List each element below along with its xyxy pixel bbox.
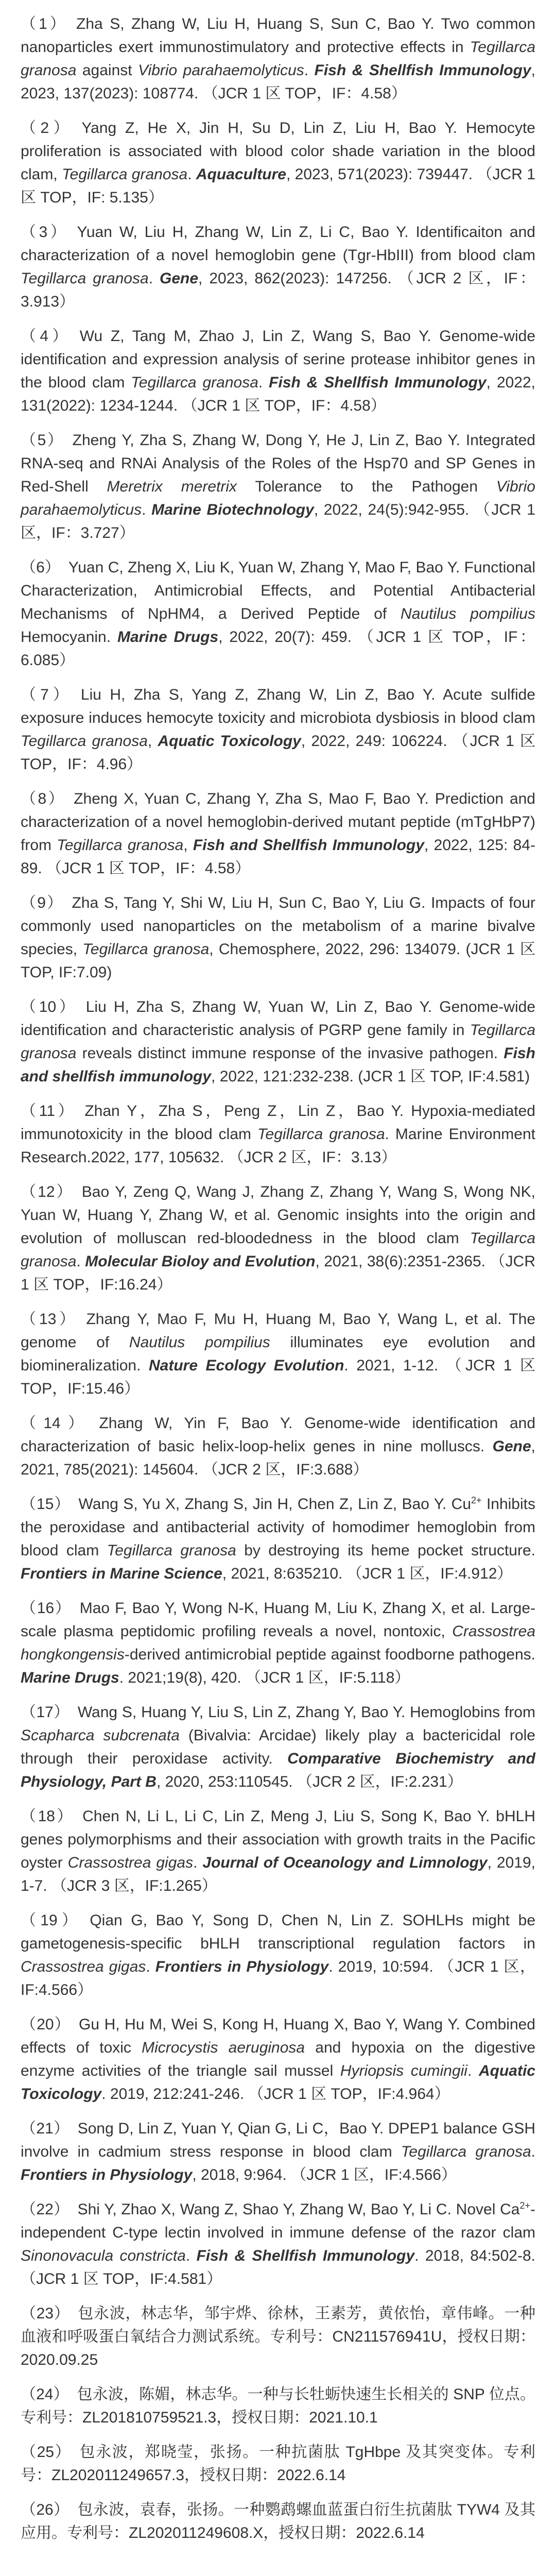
publication-list: [21, 12, 535, 2545]
publication-entry: [21, 2383, 535, 2429]
species-name: Tegillarca granosa: [21, 270, 149, 287]
entry-number: （21）: [21, 2120, 70, 2137]
species-name: Tegillarca granosa: [257, 1126, 385, 1143]
citation-text: .: [531, 2143, 535, 2160]
publication-entry: [21, 1308, 535, 1400]
citation-text: Yang Z, He X, Jin H, Su D, Lin Z, Liu H, Bao Y. Hemocyte proliferation is associated with blood color shade variation in the blood clam,: [21, 120, 535, 183]
entry-number: （10）: [21, 998, 78, 1015]
species-name: Tegillarca granosa: [62, 166, 188, 183]
publication-entry: [21, 2498, 535, 2545]
journal-name: Gene: [492, 1438, 531, 1455]
journal-name: Gene: [160, 270, 199, 287]
journal-name: Marine Biotechnology: [151, 501, 314, 518]
citation-text: .: [193, 1854, 203, 1871]
citation-text: . Marine Environment Research.2022, 177, 105632. （JCR 2 区，IF：3.13）: [21, 1126, 535, 1166]
entry-number: （8）: [21, 790, 66, 807]
publication-entry: [21, 2302, 535, 2371]
citation-text: Zheng X, Yuan C, Zhang Y, Zha S, Mao F, Bao Y. Prediction and characterization of a novel hemoglobin-derived mutant peptide (mTgHbP7) from: [21, 790, 535, 854]
citation-text: .: [187, 166, 196, 183]
journal-name: Fish and shellfish immunology: [21, 1045, 535, 1085]
species-name: Tegillarca granosa: [107, 1542, 236, 1559]
publication-entry: [21, 1493, 535, 1585]
publication-entry: [21, 1909, 535, 2002]
entry-number: （23）: [21, 2305, 70, 2322]
citation-text: Zhang W, Yin F, Bao Y. Genome-wide identification and characterization of basic helix-loop-helix genes in nine molluscs.: [21, 1415, 535, 1455]
entry-number: （11）: [21, 1103, 77, 1120]
citation-text: 包永波，陈媚，林志华。一种与长牡蛎快速生长相关的 SNP 位点。专利号：ZL201810759521.3，授权日期：2021.10.1: [21, 2386, 536, 2426]
entry-number: （19）: [21, 1912, 82, 1929]
citation-text: , 2019, 1-7. （JCR 3 区，IF:1.265）: [21, 1854, 535, 1894]
citation-text: Mao F, Bao Y, Wong N-K, Huang M, Liu K, Zhang X, et al. Large-scale plasma peptidomic profiling reveals a novel, nontoxic,: [21, 1600, 536, 1640]
species-name: Scapharca subcrenata: [21, 1727, 180, 1744]
entry-number: （13）: [21, 1311, 78, 1328]
journal-name: Frontiers in Physiology: [21, 2166, 193, 2183]
publication-entry: [21, 429, 535, 545]
entry-number: （25）: [21, 2444, 72, 2461]
superscript-text: 2+: [519, 2200, 531, 2211]
entry-number: （17）: [21, 1704, 70, 1721]
publication-entry: [21, 116, 535, 209]
publication-entry: [21, 1412, 535, 1481]
citation-text: .: [258, 374, 269, 391]
citation-text: , 2022, 24(5):942-955. （JCR 1 区，IF：3.727）: [21, 501, 535, 541]
entry-number: （4）: [21, 328, 72, 345]
citation-text: ,: [147, 733, 158, 750]
citation-text: (Bivalvia: Arcidae) likely play a bactericidal role through their peroxidase activity.: [21, 1727, 535, 1767]
entry-number: （26）: [21, 2501, 70, 2518]
species-name: Vibrio parahaemolyticus: [21, 478, 535, 518]
citation-text: Bao Y, Zeng Q, Wang J, Zhang Z, Zhang Y, Wang S, Wong NK, Yuan W, Huang Y, Zhang W, et al. Genomic insights into the origin and evolution of molluscan red-bloodedness in the blood clam: [21, 1183, 536, 1247]
species-name: Microcystis aeruginosa: [142, 2039, 305, 2056]
species-name: Hyriopsis cumingii: [340, 2062, 467, 2079]
citation-text: -derived antimicrobial peptide against foodborne pathogens.: [124, 1646, 535, 1663]
entry-number: （2）: [21, 120, 74, 137]
entry-number: （20）: [21, 2016, 71, 2033]
citation-text: Song D, Lin Z, Yuan Y, Qian G, Li C，Bao Y. DPEP1 balance GSH involve in cadmium stress response in blood clam: [21, 2120, 535, 2160]
citation-text: -independent C-type lectin involved in immune defense of the razor clam: [21, 2201, 536, 2241]
citation-text: reveals distinct immune response of the invasive pathogen.: [76, 1045, 504, 1062]
species-name: Tegillarca granosa: [82, 941, 210, 958]
entry-number: （18）: [21, 1808, 75, 1825]
journal-name: Aquatic Toxicology: [158, 733, 301, 750]
publication-entry: [21, 995, 535, 1088]
journal-name: Frontiers in Physiology: [155, 1958, 329, 1975]
citation-text: , 2023, 137(2023): 108774. （JCR 1 区 TOP，IF：4.58）: [21, 62, 535, 102]
superscript-text: 2+: [471, 1495, 482, 1505]
citation-text: Qian G, Bao Y, Song D, Chen N, Lin Z. SOHLHs might be gametogenesis-specific bHLH transcriptional regulation factors in: [21, 1912, 535, 1952]
citation-text: Liu H, Zha S, Zhang W, Yuan W, Lin Z, Bao Y. Genome-wide identification and characteristic analysis of PGRP gene family in: [21, 998, 535, 1039]
entry-number: （16）: [21, 1600, 72, 1617]
citation-text: 包永波，郑晓莹，张扬。一种抗菌肽 TgHbpe 及其突变体。专利号：ZL202011249657.3，授权日期：2022.6.14: [21, 2444, 535, 2484]
entry-number: （14）: [21, 1415, 91, 1432]
citation-text: .: [146, 1958, 155, 1975]
citation-text: , 2021, 8:635210. （JCR 1 区，IF:4.912）: [222, 1565, 513, 1582]
citation-text: .: [467, 2062, 479, 2079]
citation-text: . 2021, 1-12. （JCR 1 区 TOP，IF:15.46）: [21, 1357, 535, 1397]
journal-name: Marine Drugs: [21, 1669, 119, 1686]
journal-name: Fish & Shellfish Immunology: [196, 2247, 415, 2264]
citation-text: . 2018, 84:502-8. （JCR 1 区 TOP，IF:4.581）: [21, 2247, 535, 2287]
citation-text: , 2021, 785(2021): 145604. （JCR 2 区，IF:3.688）: [21, 1438, 535, 1478]
citation-text: .: [148, 270, 160, 287]
journal-name: Aquaculture: [196, 166, 286, 183]
citation-text: Gu H, Hu M, Wei S, Kong H, Huang X, Bao Y, Wang Y. Combined effects of toxic: [21, 2016, 535, 2056]
species-name: Tegillarca granosa: [21, 1022, 535, 1062]
entry-number: （1）: [21, 15, 68, 32]
journal-name: Fish & Shellfish Immunology: [269, 374, 486, 391]
citation-text: Wang S, Yu X, Zhang S, Jin H, Chen Z, Lin Z, Bao Y. Cu: [78, 1496, 472, 1513]
journal-name: Marine Drugs: [117, 629, 219, 646]
entry-number: （9）: [21, 894, 64, 911]
publication-entry: [21, 325, 535, 417]
citation-text: Zhan Y，Zha S，Peng Z，Lin Z，Bao Y. Hypoxia-mediated immunotoxicity in the blood clam: [21, 1103, 535, 1143]
species-name: Nautilus pompilius: [129, 1334, 270, 1351]
species-name: Tegillarca granosa: [131, 374, 258, 391]
citation-text: Yuan W, Liu H, Zhang W, Lin Z, Li C, Bao Y. Identificaiton and characterization of a novel hemoglobin gene (Tgr-HbIII) from blood clam: [21, 224, 535, 264]
citation-text: Wu Z, Tang M, Zhao J, Lin Z, Wang S, Bao Y. Genome-wide identification and expression analysis of serine protease inhibitor genes in the blood clam: [21, 328, 536, 391]
citation-text: against: [76, 62, 138, 79]
species-name: Meretrix meretrix: [107, 478, 237, 495]
citation-text: , 2022, 125: 84-89. （JCR 1 区 TOP，IF：4.58）: [21, 837, 536, 877]
citation-text: , 2022, 249: 106224. （JCR 1 区 TOP，IF：4.96）: [21, 733, 536, 773]
species-name: Tegillarca granosa: [21, 1230, 535, 1270]
publication-entry: [21, 221, 535, 313]
journal-name: Aquatic Toxicology: [21, 2062, 535, 2103]
citation-text: Tolerance to the Pathogen: [237, 478, 496, 495]
entry-number: （5）: [21, 432, 64, 449]
citation-text: 包永波，林志华，邹宇烨、徐林，王素芳，黄依怡，章伟峰。一种血液和呼吸蛋白氧结合力测试系统。专利号：CN211576941U，授权日期：2020.09.25: [21, 2305, 536, 2368]
citation-text: Liu H, Zha S, Yang Z, Zhang W, Lin Z, Bao Y. Acute sulfide exposure induces hemocyte toxicity and microbiota dysbiosis in blood clam: [21, 686, 535, 726]
citation-text: Wang S, Huang Y, Liu S, Lin Z, Zhang Y, Bao Y. Hemoglobins from: [77, 1704, 535, 1721]
entry-number: （24）: [21, 2386, 69, 2403]
citation-text: , 2022, 20(7): 459. （JCR 1 区 TOP，IF：6.085）: [21, 629, 535, 669]
publication-entry: [21, 2117, 535, 2187]
citation-text: .: [142, 501, 152, 518]
citation-text: and hypoxia on the digestive enzyme activities of the triangle sail mussel: [21, 2039, 536, 2079]
publication-entry: [21, 1099, 535, 1169]
publication-entry: [21, 683, 535, 776]
publication-entry: [21, 2441, 535, 2487]
publication-entry: [21, 1180, 535, 1296]
species-name: Crassostrea hongkongensis: [21, 1623, 535, 1663]
citation-text: . 2021;19(8), 420. （JCR 1 区，IF:5.118）: [119, 1669, 410, 1686]
publication-entry: [21, 891, 535, 984]
citation-text: .: [185, 2247, 197, 2264]
journal-name: Fish & Shellfish Immunology: [314, 62, 531, 79]
citation-text: 包永波，袁春，张扬。一种鹦鹉螺血蓝蛋白衍生抗菌肽 TYW4 及其应用。专利号：ZL202011249608.X，授权日期：2022.6.14: [21, 2501, 535, 2541]
citation-text: , 2018, 9:964. （JCR 1 区，IF:4.566）: [192, 2166, 457, 2183]
citation-text: Zhang Y, Mao F, Mu H, Huang M, Bao Y, Wang L, et al. The genome of: [21, 1311, 536, 1351]
citation-text: Shi Y, Zhao X, Wang Z, Shao Y, Zhang W, Bao Y, Li C. Novel Ca: [77, 2201, 520, 2218]
entry-number: （3）: [21, 224, 69, 241]
citation-text: .: [304, 62, 315, 79]
publication-entry: [21, 12, 535, 105]
citation-text: Hemocyanin.: [21, 629, 117, 646]
citation-text: , 2021, 38(6):2351-2365. （JCR 1 区 TOP，IF:16.24）: [21, 1253, 535, 1293]
species-name: Tegillarca granosa: [21, 733, 148, 750]
citation-text: , 2023, 571(2023): 739447. （JCR 1 区 TOP，IF: 5.135）: [21, 166, 535, 206]
publication-entry: [21, 556, 535, 672]
journal-name: Comparative Biochemistry and Physiology, Part B: [21, 1750, 535, 1790]
citation-text: Zheng Y, Zha S, Zhang W, Dong Y, He J, Lin Z, Bao Y. Integrated RNA-seq and RNAi Analysis of the Roles of the Hsp70 and SP Genes in Red-Shell: [21, 432, 535, 495]
citation-text: . 2019, 212:241-246. （JCR 1 区 TOP，IF:4.964）: [101, 2086, 450, 2103]
citation-text: Yuan C, Zheng X, Liu K, Yuan W, Zhang Y, Mao F, Bao Y. Functional Characterization, Antimicrobial Effects, and Potential Antibacterial Mechanisms of NpHM4, a Derived Peptide of: [21, 559, 535, 622]
citation-text: , 2023, 862(2023): 147256. （JCR 2 区，IF：3.913）: [21, 270, 536, 310]
species-name: Vibrio parahaemolyticus: [138, 62, 304, 79]
citation-text: Chen N, Li L, Li C, Lin Z, Meng J, Liu S, Song K, Bao Y. bHLH genes polymorphisms and their association with growth traits in the Pacific oyster: [21, 1808, 536, 1871]
citation-text: ,: [183, 837, 193, 854]
journal-name: Journal of Oceanology and Limnology: [202, 1854, 488, 1871]
species-name: Nautilus pompilius: [401, 605, 535, 622]
publication-entry: [21, 1597, 535, 1689]
citation-text: Inhibits the peroxidase and antibacterial activity of homodimer hemoglobin from blood clam: [21, 1496, 535, 1559]
citation-text: , 2020, 253:110545. （JCR 2 区，IF:2.231）: [156, 1773, 463, 1790]
citation-text: Zha S, Zhang W, Liu H, Huang S, Sun C, Bao Y. Two common nanoparticles exert immunostimulatory and protective effects in: [21, 15, 535, 56]
entry-number: （15）: [21, 1496, 71, 1513]
species-name: Sinonovacula constricta: [21, 2247, 186, 2264]
entry-number: （22）: [21, 2201, 70, 2218]
entry-number: （7）: [21, 686, 73, 703]
citation-text: . 2019, 10:594. （JCR 1 区，IF:4.566）: [21, 1958, 535, 1998]
species-name: Crassostrea gigas: [21, 1958, 146, 1975]
citation-text: , 2022, 131(2022): 1234-1244. （JCR 1 区 TOP，IF：4.58）: [21, 374, 536, 414]
citation-text: , Chemosphere, 2022, 296: 134079. (JCR 1 区 TOP, IF:7.09): [21, 941, 535, 981]
publication-entry: [21, 1701, 535, 1793]
journal-name: Fish and Shellfish Immunology: [193, 837, 425, 854]
journal-name: Nature Ecology Evolution: [148, 1357, 344, 1374]
citation-text: .: [76, 1253, 85, 1270]
publication-entry: [21, 2198, 535, 2291]
publication-entry: [21, 2013, 535, 2106]
citation-text: Zha S, Tang Y, Shi W, Liu H, Sun C, Bao Y, Liu G. Impacts of four commonly used nanoparticles on the metabolism of a marine bivalve species,: [21, 894, 536, 958]
entry-number: （12）: [21, 1183, 74, 1200]
citation-text: by destroying its heme pocket structure.: [236, 1542, 535, 1559]
species-name: Crassostrea gigas: [67, 1854, 194, 1871]
citation-text: , 2022, 121:232-238. (JCR 1 区 TOP, IF:4.581): [211, 1068, 530, 1085]
species-name: Tegillarca granosa: [401, 2143, 531, 2160]
journal-name: Molecular Bioloy and Evolution: [85, 1253, 316, 1270]
citation-text: illuminates eye evolution and biomineralization.: [21, 1334, 535, 1374]
publication-entry: [21, 787, 535, 880]
species-name: Tegillarca granosa: [21, 39, 535, 79]
journal-name: Frontiers in Marine Science: [21, 1565, 222, 1582]
entry-number: （6）: [21, 559, 60, 576]
species-name: Tegillarca granosa: [57, 837, 184, 854]
publication-entry: [21, 1805, 535, 1897]
